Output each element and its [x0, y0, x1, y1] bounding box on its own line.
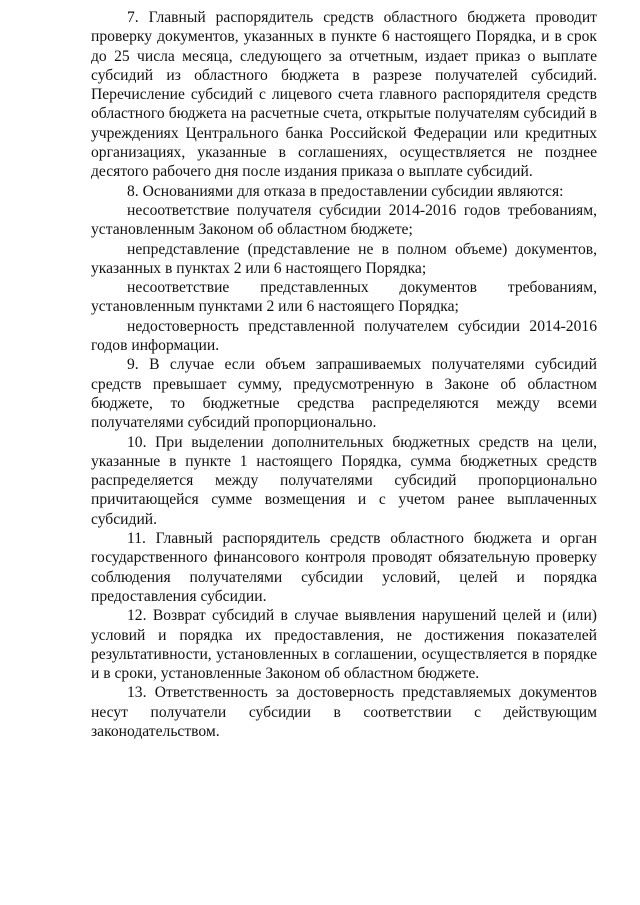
document-body [91, 8, 597, 741]
refusal-ground-2: непредставление (представление не в полном объеме) документов, указанных в пунктах 2 или 6 настоящего Порядка; [91, 240, 597, 277]
paragraph-13: 13. Ответственность за достоверность представляемых документов несут получатели субсидии в соответствии с действующим законодательством. [91, 684, 597, 740]
paragraph-9: 9. В случае если объем запрашиваемых получателями субсидий средств превышает сумму, предусмотренную в Законе об областном бюджете, то бюджетные средства распределяются между всеми получателями субсидий пропорционально. [91, 356, 597, 432]
paragraph-12: 12. Возврат субсидий в случае выявления нарушений целей и (или) условий и порядка их предоставления, не достижения показателей результативности, установленных в соглашении, осуществляется в порядке и в сроки, установленные Законом об областном бюджете. [91, 607, 597, 683]
paragraph-8: 8. Основаниями для отказа в предоставлении субсидии являются: [127, 182, 564, 200]
refusal-ground-3: несоответствие представленных документов требованиям, установленным пунктами 2 или 6 настоящего Порядка; [91, 279, 597, 316]
paragraph-7: 7. Главный распорядитель средств областного бюджета проводит проверку документов, указанных в пункте 6 настоящего Порядка, и в срок до 25 числа месяца, следующего за отчетным, издает приказ о выплате субсидий из областного бюджета в разрезе получателей субсидий. Перечисление субсидий с лицевого счета главного распорядителя средств областного бюджета на расчетные счета, открытые получателям субсидий в учреждениях Центрального банка Российской Федерации или кредитных организациях, указанные в соглашениях, осуществляется не позднее десятого рабочего дня после издания приказа о выплате субсидий. [91, 9, 597, 181]
paragraph-11: 11. Главный распорядитель средств областного бюджета и орган государственного финансового контроля проводят обязательную проверку соблюдения получателями субсидии условий, целей и порядка предоставления субсидии. [91, 530, 597, 605]
paragraph-10: 10. При выделении дополнительных бюджетных средств на цели, указанные в пункте 1 настоящего Порядка, сумма бюджетных средств распределяется между получателями субсидий пропорционально причитающейся сумме возмещения и с учетом ранее выплаченных субсидий. [91, 433, 597, 528]
refusal-ground-1: несоответствие получателя субсидии 2014-2016 годов требованиям, установленным Законом об областном бюджете; [91, 201, 597, 239]
refusal-ground-4: недостоверность представленной получателем субсидии 2014-2016 годов информации. [91, 317, 597, 355]
